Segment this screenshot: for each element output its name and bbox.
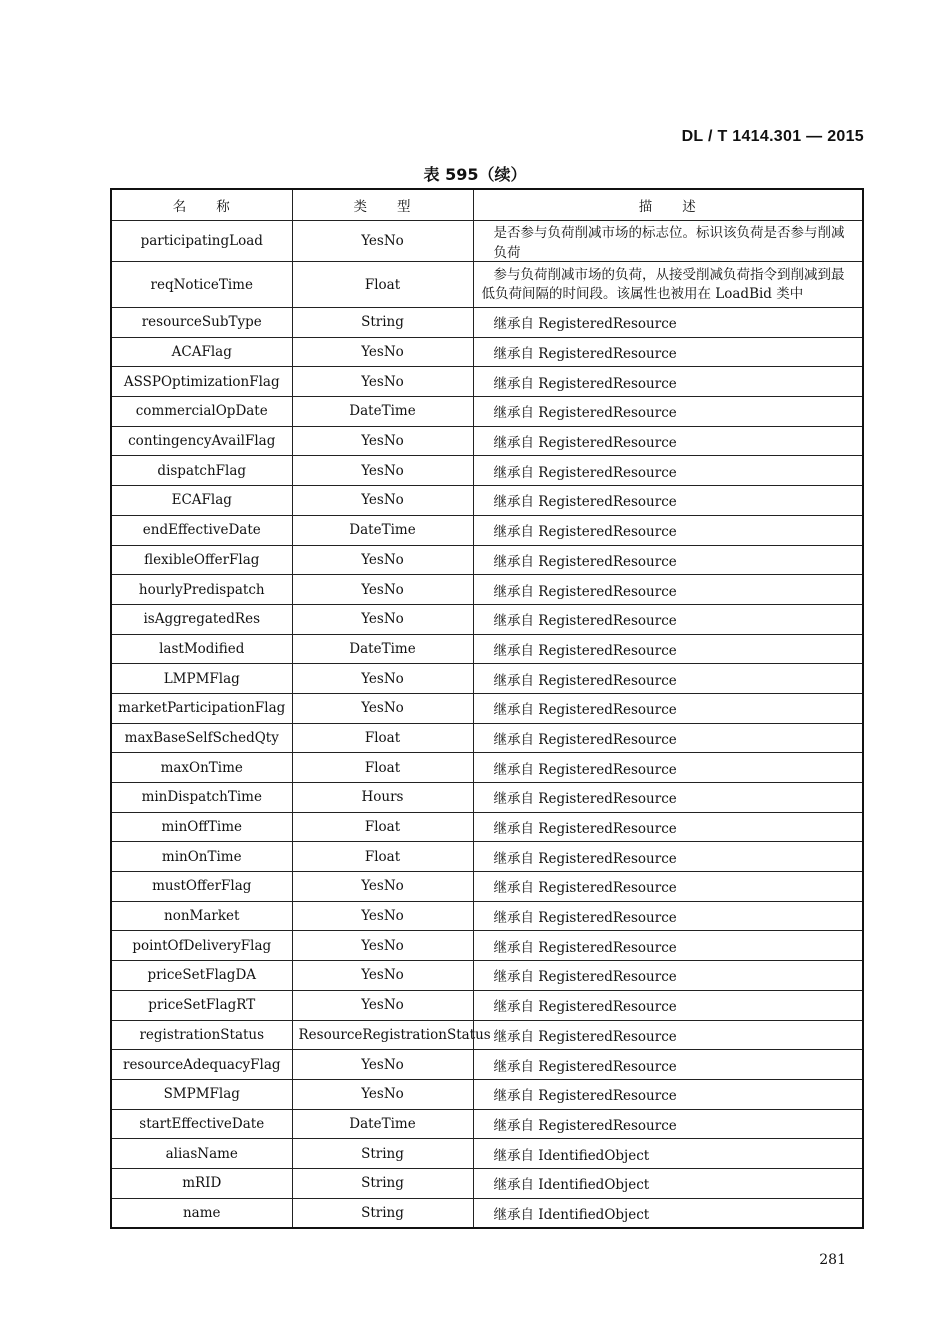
cell-name: aliasName: [111, 1139, 292, 1169]
table-row: [111, 308, 863, 338]
cell-type: YesNo: [292, 456, 473, 486]
cell-name: SMPMFlag: [111, 1079, 292, 1109]
cell-type: YesNo: [292, 961, 473, 991]
cell-name: isAggregatedRes: [111, 604, 292, 634]
cell-name: commercialOpDate: [111, 397, 292, 427]
cell-type: String: [292, 308, 473, 338]
table-row: [111, 367, 863, 397]
cell-description: 参与负荷削减市场的负荷，从接受削减负荷指令到削减到最低负荷间隔的时间段。该属性也被用在 LoadBid 类中: [473, 262, 863, 308]
column-header-description: 描 述: [473, 189, 863, 221]
cell-description: 继承自 RegisteredResource: [473, 1109, 863, 1139]
cell-name: endEffectiveDate: [111, 515, 292, 545]
table-row: [111, 842, 863, 872]
table-row: [111, 783, 863, 813]
table-row: [111, 262, 863, 308]
table-row: [111, 990, 863, 1020]
cell-type: YesNo: [292, 1079, 473, 1109]
cell-type: YesNo: [292, 575, 473, 605]
cell-type: YesNo: [292, 426, 473, 456]
cell-name: hourlyPredispatch: [111, 575, 292, 605]
cell-type: YesNo: [292, 221, 473, 262]
table-row: [111, 872, 863, 902]
cell-type: Float: [292, 262, 473, 308]
table-row: [111, 901, 863, 931]
cell-type: Float: [292, 723, 473, 753]
cell-name: dispatchFlag: [111, 456, 292, 486]
table-body: [111, 221, 863, 1229]
cell-description: 继承自 RegisteredResource: [473, 901, 863, 931]
standard-code: DL / T 1414.301 — 2015: [681, 128, 864, 145]
cell-description: 继承自 RegisteredResource: [473, 1079, 863, 1109]
cell-description: 继承自 IdentifiedObject: [473, 1139, 863, 1169]
cell-description: 继承自 RegisteredResource: [473, 961, 863, 991]
cell-type: String: [292, 1168, 473, 1198]
attribute-table: [110, 188, 864, 1229]
cell-type: YesNo: [292, 664, 473, 694]
cell-type: DateTime: [292, 1109, 473, 1139]
table-row: [111, 664, 863, 694]
cell-name: LMPMFlag: [111, 664, 292, 694]
cell-name: startEffectiveDate: [111, 1109, 292, 1139]
table-row: [111, 1050, 863, 1080]
cell-name: priceSetFlagDA: [111, 961, 292, 991]
table-row: [111, 634, 863, 664]
cell-type: String: [292, 1139, 473, 1169]
column-header-name: 名 称: [111, 189, 292, 221]
cell-name: flexibleOfferFlag: [111, 545, 292, 575]
cell-description: 继承自 RegisteredResource: [473, 842, 863, 872]
cell-type: DateTime: [292, 634, 473, 664]
table-row: [111, 931, 863, 961]
table-row: [111, 1020, 863, 1050]
table-row: [111, 456, 863, 486]
table-row: [111, 1168, 863, 1198]
cell-name: pointOfDeliveryFlag: [111, 931, 292, 961]
cell-type: ResourceRegistrationStatus: [292, 1020, 473, 1050]
cell-type: YesNo: [292, 693, 473, 723]
cell-name: ACAFlag: [111, 337, 292, 367]
cell-description: 继承自 RegisteredResource: [473, 1020, 863, 1050]
cell-type: YesNo: [292, 545, 473, 575]
table-row: [111, 1109, 863, 1139]
cell-description: 继承自 RegisteredResource: [473, 664, 863, 694]
table-row: [111, 1198, 863, 1228]
cell-name: name: [111, 1198, 292, 1228]
cell-type: DateTime: [292, 397, 473, 427]
table-row: [111, 961, 863, 991]
table-row: [111, 426, 863, 456]
cell-type: YesNo: [292, 931, 473, 961]
table-row: [111, 545, 863, 575]
cell-type: String: [292, 1198, 473, 1228]
column-header-type: 类 型: [292, 189, 473, 221]
table-row: [111, 337, 863, 367]
cell-name: minOnTime: [111, 842, 292, 872]
cell-name: ECAFlag: [111, 486, 292, 516]
cell-name: contingencyAvailFlag: [111, 426, 292, 456]
cell-name: maxBaseSelfSchedQty: [111, 723, 292, 753]
cell-description: 继承自 RegisteredResource: [473, 515, 863, 545]
cell-description: 继承自 RegisteredResource: [473, 753, 863, 783]
table-row: [111, 1079, 863, 1109]
cell-type: YesNo: [292, 604, 473, 634]
cell-description: 继承自 RegisteredResource: [473, 575, 863, 605]
cell-type: YesNo: [292, 1050, 473, 1080]
table-row: [111, 604, 863, 634]
table-row: [111, 515, 863, 545]
cell-description: 继承自 RegisteredResource: [473, 1050, 863, 1080]
cell-name: reqNoticeTime: [111, 262, 292, 308]
cell-type: YesNo: [292, 337, 473, 367]
cell-name: ASSPOptimizationFlag: [111, 367, 292, 397]
cell-description: 继承自 RegisteredResource: [473, 308, 863, 338]
cell-type: YesNo: [292, 990, 473, 1020]
table-row: [111, 723, 863, 753]
table-row: [111, 693, 863, 723]
table-row: [111, 397, 863, 427]
cell-name: priceSetFlagRT: [111, 990, 292, 1020]
cell-description: 继承自 RegisteredResource: [473, 604, 863, 634]
cell-description: 继承自 RegisteredResource: [473, 545, 863, 575]
table-row: [111, 486, 863, 516]
cell-name: resourceAdequacyFlag: [111, 1050, 292, 1080]
cell-description: 继承自 RegisteredResource: [473, 456, 863, 486]
table-caption: 表 595（续）: [423, 165, 527, 184]
cell-type: YesNo: [292, 872, 473, 902]
cell-type: YesNo: [292, 486, 473, 516]
table-row: [111, 221, 863, 262]
cell-description: 继承自 RegisteredResource: [473, 931, 863, 961]
cell-type: Float: [292, 753, 473, 783]
cell-description: 继承自 RegisteredResource: [473, 723, 863, 753]
cell-description: 继承自 RegisteredResource: [473, 990, 863, 1020]
cell-type: Float: [292, 812, 473, 842]
table-row: [111, 812, 863, 842]
cell-type: DateTime: [292, 515, 473, 545]
table-header-row: [111, 189, 863, 221]
table-row: [111, 753, 863, 783]
cell-name: resourceSubType: [111, 308, 292, 338]
cell-description: 继承自 RegisteredResource: [473, 367, 863, 397]
cell-name: registrationStatus: [111, 1020, 292, 1050]
cell-type: YesNo: [292, 367, 473, 397]
cell-name: marketParticipationFlag: [111, 693, 292, 723]
cell-name: mustOfferFlag: [111, 872, 292, 902]
cell-description: 继承自 RegisteredResource: [473, 397, 863, 427]
cell-name: maxOnTime: [111, 753, 292, 783]
cell-description: 继承自 RegisteredResource: [473, 337, 863, 367]
cell-description: 继承自 RegisteredResource: [473, 812, 863, 842]
cell-name: nonMarket: [111, 901, 292, 931]
cell-description: 继承自 RegisteredResource: [473, 693, 863, 723]
cell-name: minOffTime: [111, 812, 292, 842]
cell-type: YesNo: [292, 901, 473, 931]
cell-description: 继承自 RegisteredResource: [473, 872, 863, 902]
cell-description: 是否参与负荷削减市场的标志位。标识该负荷是否参与削减负荷: [473, 221, 863, 262]
cell-description: 继承自 RegisteredResource: [473, 426, 863, 456]
cell-name: minDispatchTime: [111, 783, 292, 813]
cell-name: participatingLoad: [111, 221, 292, 262]
cell-type: Hours: [292, 783, 473, 813]
cell-description: 继承自 RegisteredResource: [473, 486, 863, 516]
page-number: 281: [819, 1252, 846, 1268]
cell-name: mRID: [111, 1168, 292, 1198]
cell-description: 继承自 RegisteredResource: [473, 783, 863, 813]
cell-description: 继承自 IdentifiedObject: [473, 1168, 863, 1198]
cell-name: lastModified: [111, 634, 292, 664]
cell-description: 继承自 IdentifiedObject: [473, 1198, 863, 1228]
table-row: [111, 575, 863, 605]
cell-description: 继承自 RegisteredResource: [473, 634, 863, 664]
cell-type: Float: [292, 842, 473, 872]
table-row: [111, 1139, 863, 1169]
